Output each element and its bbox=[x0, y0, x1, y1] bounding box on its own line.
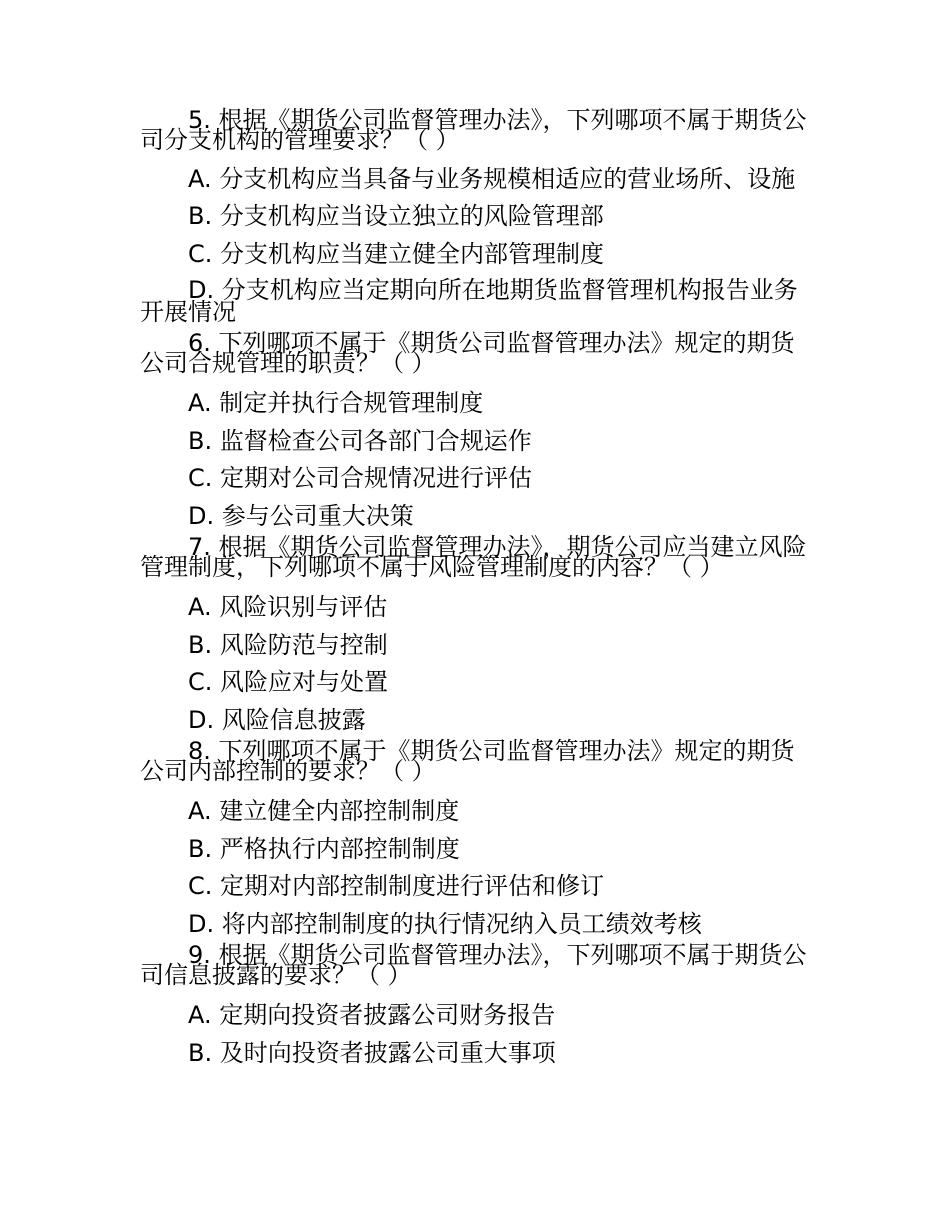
option-b: B. 分支机构应当设立独立的风险管理部 bbox=[188, 202, 604, 230]
option-c: C. 风险应对与处置 bbox=[188, 668, 389, 696]
option-d: D. 将内部控制制度的执行情况纳入员工绩效考核 bbox=[188, 909, 702, 938]
question-stem: 5. 根据《期货公司监督管理办法》，下列哪项不属于期货公司分支机构的管理要求？（ ） bbox=[140, 106, 807, 154]
option-b: B. 风险防范与控制 bbox=[188, 630, 388, 659]
option-a: A. 风险识别与评估 bbox=[188, 593, 388, 621]
question-stem: 6. 下列哪项不属于《期货公司监督管理办法》规定的期货公司合规管理的职责？（ ） bbox=[140, 329, 795, 377]
question-list bbox=[140, 108, 812, 1072]
question-6 bbox=[140, 331, 812, 535]
question-7 bbox=[140, 535, 812, 739]
option-c: C. 定期对内部控制制度进行评估和修订 bbox=[188, 872, 605, 900]
question-9 bbox=[140, 943, 812, 1072]
option-c: C. 分支机构应当建立健全内部管理制度 bbox=[188, 239, 605, 268]
option-a: A. 制定并执行合规管理制度 bbox=[188, 389, 484, 417]
option-b: B. 严格执行内部控制制度 bbox=[188, 834, 460, 863]
option-d: D. 参与公司重大决策 bbox=[188, 501, 414, 530]
question-8 bbox=[140, 739, 812, 943]
question-5 bbox=[140, 108, 812, 331]
option-c: C. 定期对公司合规情况进行评估 bbox=[188, 464, 533, 492]
option-b: B. 及时向投资者披露公司重大事项 bbox=[188, 1038, 556, 1067]
option-d: D. 风险信息披露 bbox=[188, 705, 366, 734]
option-a: A. 分支机构应当具备与业务规模相适应的营业场所、设施 bbox=[188, 165, 796, 193]
question-stem: 9. 根据《期货公司监督管理办法》，下列哪项不属于期货公司信息披露的要求？（ ） bbox=[140, 941, 807, 989]
question-stem: 8. 下列哪项不属于《期货公司监督管理办法》规定的期货公司内部控制的要求？（ ） bbox=[140, 737, 795, 785]
option-a: A. 定期向投资者披露公司财务报告 bbox=[188, 1001, 556, 1029]
option-a: A. 建立健全内部控制制度 bbox=[188, 797, 460, 825]
option-b: B. 监督检查公司各部门合规运作 bbox=[188, 426, 532, 455]
question-stem: 7. 根据《期货公司监督管理办法》，期货公司应当建立风险管理制度，下列哪项不属于风险管理制度的内容？（ ） bbox=[140, 533, 807, 581]
option-d: D. 分支机构应当定期向所在地期货监督管理机构报告业务开展情况 bbox=[140, 276, 798, 326]
